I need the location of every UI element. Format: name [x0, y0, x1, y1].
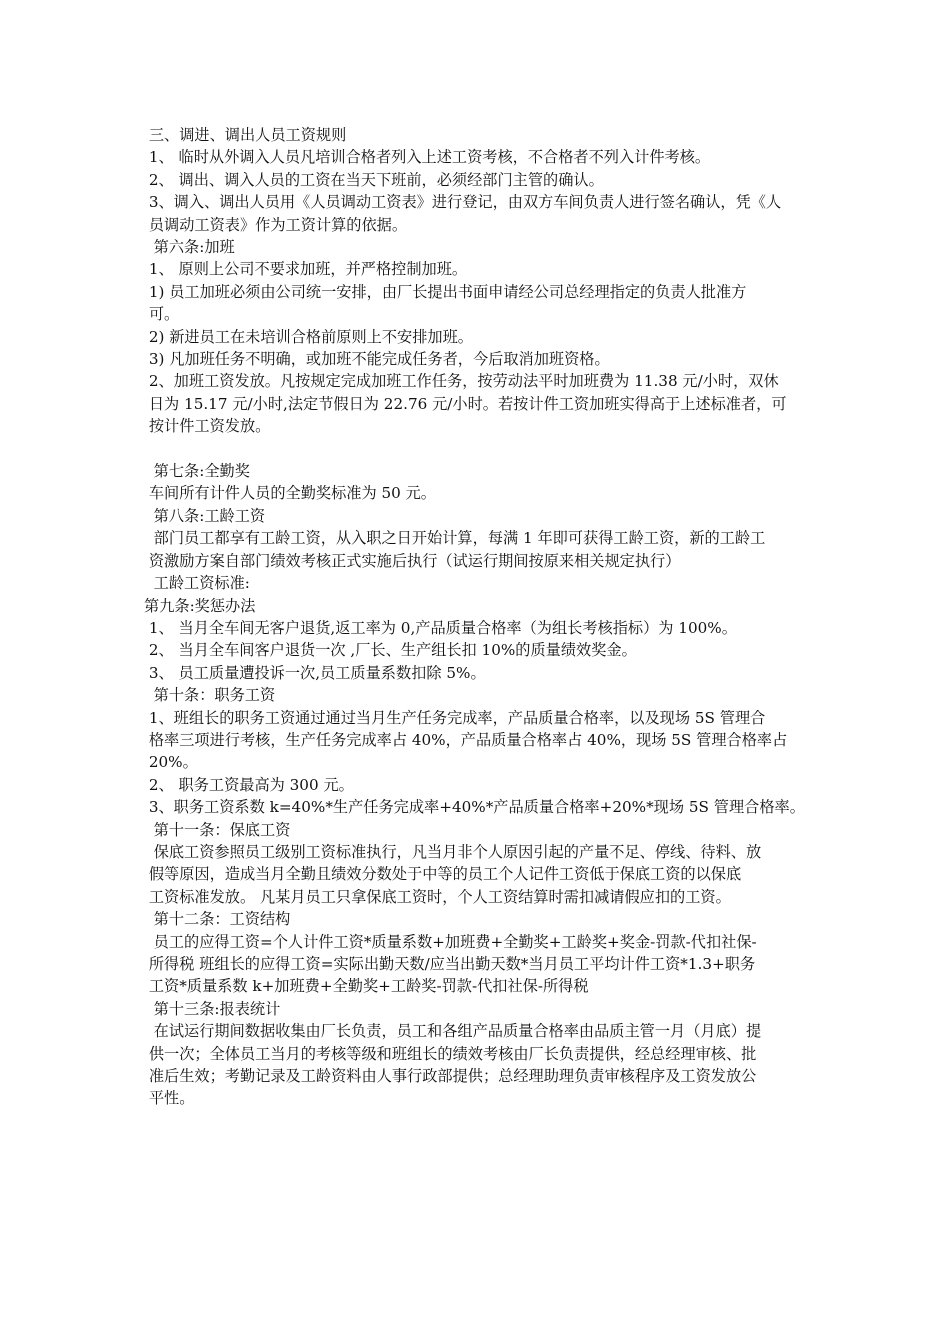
blank-line [144, 438, 824, 460]
text-line: 供一次；全体员工当月的考核等级和班组长的绩效考核由厂长负责提供，经总经理审核、批 [144, 1044, 757, 1063]
text-line: 日为 15.17 元/小时,法定节假日为 22.76 元/小时。若按计件工资加班实得高于上述标准者，可 [144, 394, 787, 413]
text-line: 1、班组长的职务工资通过通过当月生产任务完成率，产品质量合格率，以及现场 5S 管理合 [144, 708, 766, 727]
text-line: 工龄工资标准: [144, 574, 250, 593]
text-line: 按计件工资发放。 [144, 417, 271, 436]
text-line: 1、 当月全车间无客户退货,返工率为 0,产品质量合格率（为组长考核指标）为 100%。 [144, 618, 737, 637]
text-line: 第十二条：工资结构 [144, 910, 291, 929]
text-line: 准后生效；考勤记录及工龄资料由人事行政部提供；总经理助理负责审核程序及工资发放公 [144, 1067, 757, 1086]
text-line: 第九条:奖惩办法 [144, 596, 256, 615]
text-line: 3、 员工质量遭投诉一次,员工质量系数扣除 5%。 [144, 663, 486, 682]
text-line: 可。 [144, 305, 180, 324]
text-line: 第六条:加班 [144, 238, 235, 257]
text-line: 在试运行期间数据收集由厂长负责，员工和各组产品质量合格率由品质主管一月（月底）提 [144, 1022, 762, 1041]
text-line: 2、 当月全车间客户退货一次 ,厂长、生产组长扣 10%的质量绩效奖金。 [144, 641, 637, 660]
text-line: 部门员工都享有工龄工资，从入职之日开始计算，每满 1 年即可获得工龄工资，新的工龄工 [144, 529, 766, 548]
text-line: 第八条:工龄工资 [144, 506, 266, 525]
text-line: 格率三项进行考核，生产任务完成率占 40%，产品质量合格率占 40%，现场 5S 管理合格率占 [144, 730, 788, 749]
text-line: 2) 新进员工在未培训合格前原则上不安排加班。 [144, 327, 473, 346]
text-line: 1、 原则上公司不要求加班，并严格控制加班。 [144, 260, 468, 279]
text-line: 第十三条:报表统计 [144, 999, 281, 1018]
text-line: 所得税 班组长的应得工资=实际出勤天数/应当出勤天数*当月员工平均计件工资*1.3+职务 [144, 955, 756, 974]
text-line: 第七条:全勤奖 [144, 462, 250, 481]
text-line: 保底工资参照员工级别工资标准执行，凡当月非个人原因引起的产量不足、停线、待料、放 [144, 842, 762, 861]
document-page [144, 124, 824, 1110]
text-line: 1、 临时从外调入人员凡培训合格者列入上述工资考核，不合格者不列入计件考核。 [144, 148, 711, 167]
text-line: 第十一条：保底工资 [144, 820, 291, 839]
text-line: 员工的应得工资=个人计件工资*质量系数+加班费+全勤奖+工龄奖+奖金-罚款-代扣社保- [144, 932, 757, 951]
text-line: 资激励方案自部门绩效考核正式实施后执行（试运行期间按原来相关规定执行） [144, 551, 681, 570]
text-line: 2、 调出、调入人员的工资在当天下班前，必须经部门主管的确认。 [144, 170, 604, 189]
text-line: 员调动工资表》作为工资计算的依据。 [144, 215, 408, 234]
text-line: 第十条：职务工资 [144, 686, 276, 705]
text-line: 工资标准发放。 凡某月员工只拿保底工资时，个人工资结算时需扣减请假应扣的工资。 [144, 887, 731, 906]
text-line: 假等原因，造成当月全勤且绩效分数处于中等的员工个人记件工资低于保底工资的以保底 [144, 865, 742, 884]
text-line: 1) 员工加班必须由公司统一安排，由厂长提出书面申请经公司总经理指定的负责人批准方 [144, 282, 747, 301]
text-line: 车间所有计件人员的全勤奖标准为 50 元。 [144, 484, 436, 503]
text-line: 2、加班工资发放。凡按规定完成加班工作任务，按劳动法平时加班费为 11.38 元/小时，双休 [144, 372, 779, 391]
text-line: 工资*质量系数 k+加班费+全勤奖+工龄奖-罚款-代扣社保-所得税 [144, 977, 589, 996]
text-line: 3、调入、调出人员用《人员调动工资表》进行登记，由双方车间负责人进行签名确认，凭《人 [144, 193, 782, 212]
text-line: 3、职务工资系数 k=40%*生产任务完成率+40%*产品质量合格率+20%*现场 5S 管理合格率。 [144, 798, 805, 817]
text-line: 平性。 [144, 1089, 195, 1108]
text-line: 3) 凡加班任务不明确，或加班不能完成任务者，今后取消加班资格。 [144, 350, 610, 369]
text-line: 20%。 [144, 753, 198, 772]
text-line: 2、 职务工资最高为 300 元。 [144, 775, 354, 794]
text-line: 三、调进、调出人员工资规则 [144, 126, 347, 144]
